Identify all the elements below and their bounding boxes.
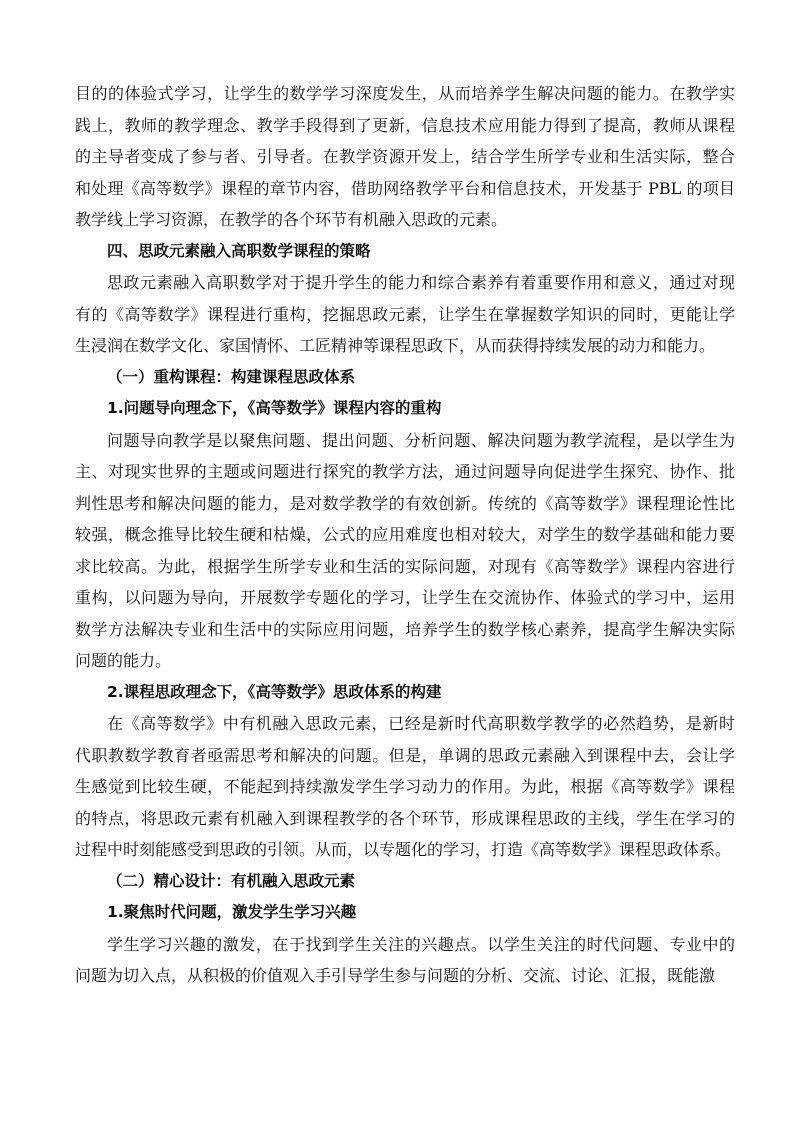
paragraph-line: 问题导向教学是以聚焦问题、提出问题、分析问题、解决问题为教学流程，是以学生为	[107, 430, 735, 450]
paragraph-line: 重构，以问题为导向，开展数学专题化的学习，让学生在交流协作、体验式的学习中，运用	[75, 588, 735, 607]
paragraph-line: 的特点，将思政元素有机融入到课程教学的各个环节，形成课程思政的主线，学生在学习的	[75, 808, 735, 828]
section-heading: 1.问题导向理念下，《高等数学》课程内容的重构	[107, 399, 442, 417]
paragraph-line: 教学线上学习资源，在教学的各个环节有机融入思政的元素。	[75, 210, 508, 229]
paragraph-line: 的主导者变成了参与者、引导者。在教学资源开发上，结合学生所学专业和生活实际，整合	[75, 147, 735, 166]
section-heading: 1.聚焦时代问题，激发学生学习兴趣	[107, 903, 357, 921]
paragraph-line: 生浸润在数学文化、家国情怀、工匠精神等课程思政下，从而获得持续发展的动力和能力。	[75, 336, 716, 355]
paragraph-line: 践上，教师的教学理念、教学手段得到了更新，信息技术应用能力得到了提高，教师从课程	[75, 115, 735, 135]
section-heading: 四、思政元素融入高职数学课程的策略	[107, 241, 371, 260]
paragraph-line: 有的《高等数学》课程进行重构，挖掘思政元素，让学生在掌握数学知识的同时，更能让学	[75, 304, 735, 324]
paragraph	[75, 267, 735, 362]
paragraph	[75, 425, 735, 677]
section-heading: （一）重构课程：构建课程思政体系	[107, 367, 356, 386]
paragraph-line: 问题的能力。	[75, 651, 172, 670]
paragraph-line: 目的的体验式学习，让学生的数学学习深度发生，从而培养学生解决问题的能力。在教学实	[75, 84, 735, 103]
paragraph-line: 学生学习兴趣的激发，在于找到学生关注的兴趣点。以学生关注的时代问题、专业中的	[107, 934, 735, 954]
paragraph-line: 判性思考和解决问题的能力，是对数学教学的有效创新。传统的《高等数学》课程理论性比	[75, 493, 735, 513]
paragraph-line: 数学方法解决专业和生活中的实际应用问题，培养学生的数学核心素养，提高学生解决实际	[75, 619, 735, 639]
paragraph-line: 主、对现实世界的主题或问题进行探究的教学方法，通过问题导向促进学生探究、协作、批	[75, 462, 735, 481]
paragraph-line: 生感觉到比较生硬，不能起到持续激发学生学习动力的作用。为此，根据《高等数学》课程	[75, 777, 735, 796]
paragraph	[75, 708, 735, 866]
paragraph-line: 在《高等数学》中有机融入思政元素，已经是新时代高职数学教学的必然趋势，是新时	[107, 714, 735, 733]
paragraph-line: 代职教数学教育者亟需思考和解决的问题。但是，单调的思政元素融入到课程中去，会让学	[75, 745, 735, 765]
paragraph	[75, 78, 735, 236]
section-heading: （二）精心设计：有机融入思政元素	[107, 871, 356, 890]
paragraph-line: 过程中时刻能感受到思政的引领。从而，以专题化的学习，打造《高等数学》课程思政体系。	[75, 840, 732, 859]
paragraph-line: 求比较高。为此，根据学生所学专业和生活的实际问题，对现有《高等数学》课程内容进行	[75, 556, 735, 576]
paragraph	[75, 929, 735, 992]
section-heading: 2.课程思政理念下，《高等数学》思政体系的构建	[107, 682, 442, 701]
paragraph-line: 思政元素融入高职数学对于提升学生的能力和综合素养有着重要作用和意义，通过对现	[107, 273, 735, 292]
paragraph-line: 问题为切入点，从积极的价值观入手引导学生参与问题的分析、交流、讨论、汇报，既能激	[75, 966, 716, 985]
paragraph-line: 较强，概念推导比较生硬和枯燥，公式的应用难度也相对较大，对学生的数学基础和能力要	[75, 525, 735, 544]
paragraph-line: 和处理《高等数学》课程的章节内容，借助网络教学平台和信息技术，开发基于 PBL 的项目	[75, 178, 735, 198]
